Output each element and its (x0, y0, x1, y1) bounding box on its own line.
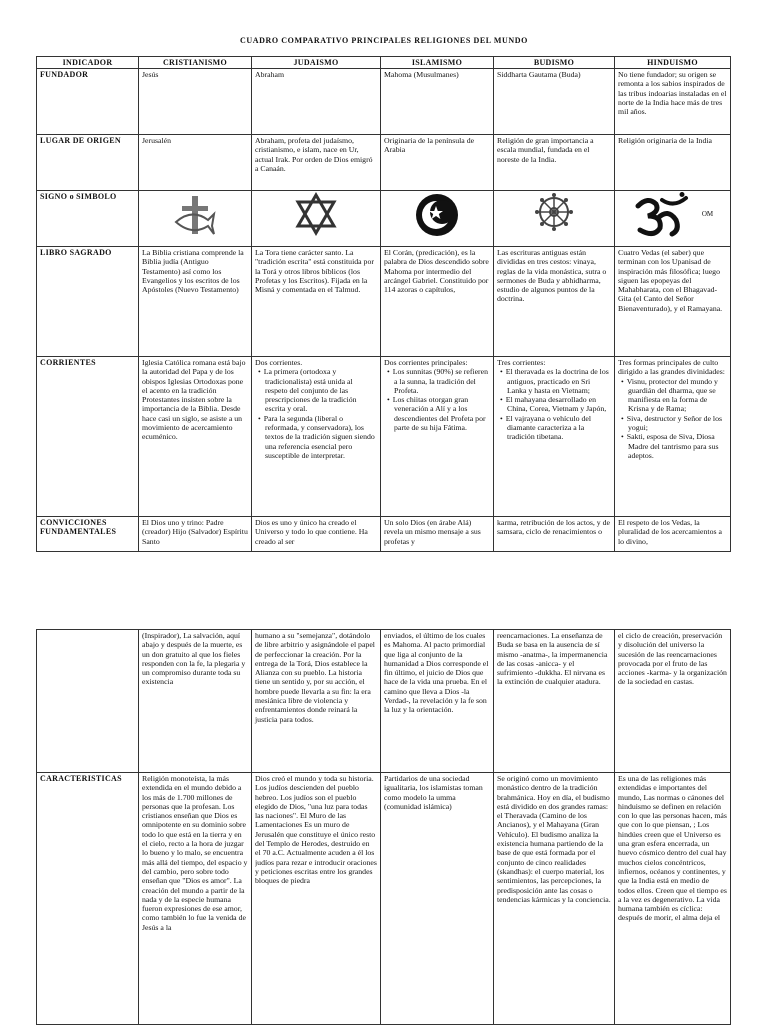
cell-convicciones-hinduismo: El respeto de los Vedas, la pluralidad de los acercamientos a lo divino, (615, 517, 731, 552)
cell-convicciones-cont-hinduismo: el ciclo de creación, preservación y disolución del universo la sucesión de las reencarnaciones provocada por el fruto de las acciones -karma- y la organización de la sociedad en castas. (615, 630, 731, 773)
cell-convicciones-cont-judaismo: humano a su "semejanza", dotándolo de libre arbitrio y asignándole el papel de perfeccionar la creación. Por la entrega de la Torá, Dios establece la Alianza con su pueblo. La historia tiene un sentido y, por su acción, el hombre puede llevarla a su fin: la era mesiánica libre de violencia y enfrentamientos donde reinará la justicia para todos. (252, 630, 381, 773)
cell-corrientes-islamismo (381, 357, 494, 517)
cell-convicciones-cont-budismo: reencarnaciones. La enseñanza de Buda se basa en la ausencia de sí mismo -anatma-, la impermanencia de las cosas -anicca- y el sufrimiento -dukkha. El nirvana es la extinción de cualquier atadura. (494, 630, 615, 773)
corrientes-budismo-intro: Tres corrientes: (497, 358, 546, 367)
crescent-star-icon (414, 192, 460, 238)
comparison-table-bottom (36, 629, 731, 1025)
cell-convicciones-cont-islamismo: enviados, el último de los cuales es Mahoma. Al pacto primordial que liga al conjunto de la humanidad a Dios corresponde el fin último, el juicio de Dios que hace de la vida una prueba. En el camino que lleva a Dios -la Verdad-, la revelación y la fe son la luz y la orientación. (381, 630, 494, 773)
row-label-simbolo: SIGNO o SIMBOLO (37, 191, 139, 247)
row-fundador (37, 69, 731, 135)
cell-origen-budismo: Religión de gran importancia a escala mundial, fundada en el noreste de la India. (494, 135, 615, 191)
list-item: • Siva, destructor y Señor de los yogui; (618, 414, 727, 433)
row-label-libro: LIBRO SAGRADO (37, 247, 139, 357)
list-item: • La primera (ortodoxa y tradicionalista) está unida al respeto del conjunto de las prescripciones de la tradición escrita y oral. (255, 367, 377, 413)
row-simbolo (37, 191, 731, 247)
ichthys-cross-icon (172, 192, 218, 238)
header-islamismo: ISLAMISMO (381, 57, 494, 69)
cell-caracteristicas-hinduismo (615, 773, 731, 1025)
list-item: • Para la segunda (liberal o reformada, y conservadora), los textos de la tradición siguen siendo una referencia esencial pero susceptible de interpretar. (255, 414, 377, 460)
row-label-corrientes: CORRIENTES (37, 357, 139, 517)
corrientes-judaismo-intro: Dos corrientes. (255, 358, 303, 367)
row-convicciones (37, 517, 731, 552)
cell-origen-hinduismo: Religión originaria de la India (615, 135, 731, 191)
cell-simbolo-judaismo (252, 191, 381, 247)
list-item: • Los chiitas otorgan gran veneración a Alí y a los descendientes del Profeta por parte de su hija Fátima. (384, 395, 490, 432)
star-of-david-icon (294, 192, 338, 236)
row-label-caracteristicas: CARACTERISTICAS (37, 773, 139, 1025)
list-item: • El theravada es la doctrina de los antiguos, practicado en Sri Lanka y hasta en Vietnam; (497, 367, 611, 395)
cell-corrientes-cristianismo: Iglesia Católica romana está bajo la autoridad del Papa y de los obispos Iglesias Ortodoxas pone el acento en la tradición Protestantes insisten sobre la importancia de la Biblia. Desde hace casi un siglo, se asiste a un movimiento de acercamiento ecuménico. (139, 357, 252, 517)
list-item: • Los sunnitas (90%) se refieren a la sunna, la tradición del Profeta. (384, 367, 490, 395)
cell-convicciones-judaismo: Dios es uno y único ha creado el Universo y todo lo que contiene. Ha creado al ser (252, 517, 381, 552)
cell-simbolo-budismo (494, 191, 615, 247)
om-icon (632, 192, 702, 238)
cell-simbolo-hinduismo (615, 191, 731, 247)
cell-libro-judaismo: La Tora tiene carácter santo. La "tradición escrita" está constituida por la Torá y otros libros bíblicos (los Profetas y los Escritos). Fijada en la Misná y comentada en el Talmud. (252, 247, 381, 357)
cell-convicciones-islamismo: Un solo Dios (en árabe Alá) revela un mismo mensaje a sus profetas y (381, 517, 494, 552)
row-label-fundador: FUNDADOR (37, 69, 139, 135)
comparison-table-top (36, 56, 731, 552)
row-convicciones-continued (37, 630, 731, 773)
cell-origen-islamismo: Originaria de la península de Arabia (381, 135, 494, 191)
cell-corrientes-budismo (494, 357, 615, 517)
row-label-origen: LUGAR DE ORIGEN (37, 135, 139, 191)
cell-corrientes-hinduismo (615, 357, 731, 517)
caracteristicas-cristianismo-text: Religión monoteísta, la más extendida en el mundo debido a los más de 1.700 millones de personas que la profesan. Los cristianos enseñan que Dios es omnipotente en su dominio sobre todo lo que está en la tierra y en el cielo, recto a la hora de juzgar lo bueno y lo malo, se encuentra más allá del tiempo, del espacio y del cambio, pero sobre todo enseñan que "Dios es amor". La creación del mundo a partir de la nada y de la especie humana fueron expresiones de ese amor, como también lo fue la venida de Jesús a la (142, 774, 248, 932)
cell-convicciones-cristianismo: El Dios uno y trino: Padre (creador) Hijo (Salvador) Espíritu Santo (139, 517, 252, 552)
list-item: • Sakti, esposa de Siva, Diosa Madre del tantrismo para sus adeptos. (618, 432, 727, 460)
caracteristicas-hinduismo-text: Es una de las religiones más extendidas e importantes del mundo, Las normas o cánones del hinduismo se definen en relación con lo que las personas hacen, más que con lo que piensan, ; Los hindúes creen que el Universo es una gran esfera encerrada, un huevo cósmico dentro del cual hay muchos cielos concéntricos, infiernos, océanos y continentes, y que la India está en medio de todos ellos. Creen que el tiempo es a la vez es degenerativo. La vida humana también es cíclica: después de morir, el alma deja el (618, 774, 727, 923)
header-judaismo: JUDAISMO (252, 57, 381, 69)
caracteristicas-islamismo-text: Partidarios de una sociedad igualitaria, los islamistas toman como modelo la umma (comunidad islámica) (384, 774, 483, 811)
cell-libro-islamismo: El Corán, (predicación), es la palabra de Dios descendido sobre Mahoma por intermedio del arcángel Gabriel. Constituido por 114 azoras o capítulos, (381, 247, 494, 357)
list-item: • Visnu, protector del mundo y guardián del dharma, que se manifiesta en la forma de Krisna y de Rama; (618, 377, 727, 414)
om-label: OM (701, 210, 714, 219)
cell-libro-budismo: Las escrituras antiguas están divididas en tres cestos: vinaya, reglas de la vida monástica, sutra o sermones de Buda y abhidharma, estudio de algunos puntos de la doctrina. (494, 247, 615, 357)
cell-libro-cristianismo: La Biblia cristiana comprende la Biblia judía (Antiguo Testamento) así como los Evangelios y los escritos de los Apóstoles (Nuevo Testamento) (139, 247, 252, 357)
cell-fundador-islamismo: Mahoma (Musulmanes) (381, 69, 494, 135)
row-caracteristicas (37, 773, 731, 1025)
header-indicador: INDICADOR (37, 57, 139, 69)
list-item: • El mahayana desarrollado en China, Corea, Vietnam y Japón, (497, 395, 611, 414)
cell-caracteristicas-islamismo (381, 773, 494, 1025)
corrientes-hinduismo-intro: Tres formas principales de culto dirigido a las grandes divinidades: (618, 358, 725, 377)
caracteristicas-judaismo-text: Dios creó el mundo y toda su historia. Los judíos descienden del pueblo hebreo. Los judíos son el pueblo elegido de Dios, "una luz para todas las naciones". El Muro de las Lamentaciones Es un muro de Jerusalén que constituye el único resto del Templo de Herodes, destruido en el 70 a.C. Actualmente acuden a él los judíos para rezar e introducir oraciones y peticiones escritas entre los grandes bloques de piedra (255, 774, 377, 886)
header-row (37, 57, 731, 69)
row-libro (37, 247, 731, 357)
cell-origen-cristianismo: Jerusalén (139, 135, 252, 191)
cell-origen-judaismo: Abraham, profeta del judaísmo, cristianismo, e islam, nace en Ur, actual Irak. Por orden de Dios emigró a Canaán. (252, 135, 381, 191)
row-label-convicciones: CONVICCIONES FUNDAMENTALES (37, 517, 139, 552)
header-hinduismo: HINDUISMO (615, 57, 731, 69)
dharma-wheel-icon (534, 192, 574, 232)
cell-fundador-cristianismo: Jesús (139, 69, 252, 135)
cell-corrientes-judaismo (252, 357, 381, 517)
header-budismo: BUDISMO (494, 57, 615, 69)
row-corrientes (37, 357, 731, 517)
header-cristianismo: CRISTIANISMO (139, 57, 252, 69)
cell-simbolo-cristianismo (139, 191, 252, 247)
cell-caracteristicas-budismo (494, 773, 615, 1025)
cell-convicciones-cont-cristianismo: (Inspirador), La salvación, aquí abajo y después de la muerte, es un don gratuito al que los fieles responden con la fe, la plegaria y un compromiso durante toda su existencia (139, 630, 252, 773)
row-label-convicciones-continued (37, 630, 139, 773)
cell-libro-hinduismo: Cuatro Vedas (el saber) que terminan con los Upanisad de inspiración más filosófica; luego siguen las epopeyas del Mahabharata, con el Bhagavad-Gita (el Canto del Señor Bienaventurado), y el Ramayana. (615, 247, 731, 357)
row-origen (37, 135, 731, 191)
cell-caracteristicas-cristianismo (139, 773, 252, 1025)
cell-fundador-hinduismo: No tiene fundador; su origen se remonta a los sabios inspirados de las tribus indoarias instaladas en el norte de la India hace más de tres mil años. (615, 69, 731, 135)
cell-fundador-judaismo: Abraham (252, 69, 381, 135)
corrientes-islamismo-intro: Dos corrientes principales: (384, 358, 468, 367)
cell-fundador-budismo: Siddharta Gautama (Buda) (494, 69, 615, 135)
list-item: • El vajrayana o vehículo del diamante caracteriza a la tradición tibetana. (497, 414, 611, 442)
caracteristicas-budismo-text: Se originó como un movimiento monástico dentro de la tradición brahmánica. Hoy en día, el budismo está dividido en dos grandes ramas: el Theravada (Camino de los Ancianos), y el Mahayana (Gran Vehículo). El budismo analiza la existencia humana partiendo de la base de que está formada por el conjunto de cinco realidades (skandhas): el cuerpo material, los sentimientos, las percepciones, la predisposición ante las cosas o tendencias kármicas y la conciencia. (497, 774, 611, 904)
cell-convicciones-budismo: karma, retribución de los actos, y de samsara, ciclo de renacimientos o (494, 517, 615, 552)
cell-simbolo-islamismo (381, 191, 494, 247)
document-title: CUADRO COMPARATIVO PRINCIPALES RELIGIONES DEL MUNDO (239, 36, 528, 45)
cell-caracteristicas-judaismo (252, 773, 381, 1025)
